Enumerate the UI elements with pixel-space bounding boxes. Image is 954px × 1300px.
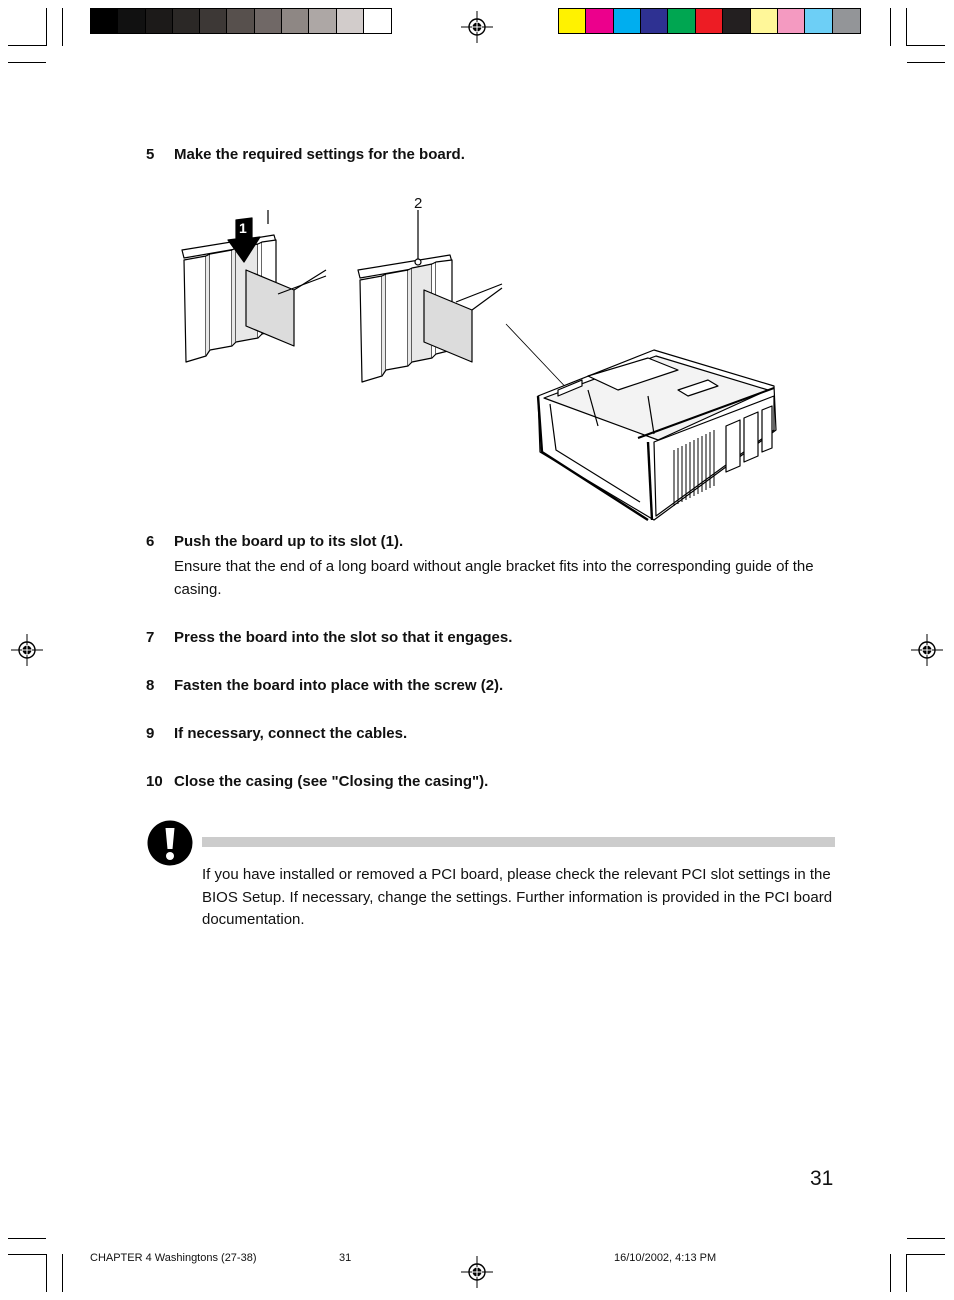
color-swatch-1 <box>559 9 586 33</box>
gray-swatch-10 <box>337 9 364 33</box>
gray-swatch-6 <box>227 9 254 33</box>
color-swatch-2 <box>586 9 613 33</box>
step-text: Fasten the board into place with the screw (2). <box>174 677 504 694</box>
gray-swatch-4 <box>173 9 200 33</box>
callout-2-label: 2 <box>414 195 423 212</box>
color-swatch-3 <box>614 9 641 33</box>
step-text: Close the casing (see "Closing the casing"). <box>174 773 489 790</box>
gray-swatch-11 <box>364 9 391 33</box>
color-swatch-7 <box>723 9 750 33</box>
step-number: 5 <box>146 146 155 163</box>
footer-timestamp: 16/10/2002, 4:13 PM <box>614 1252 717 1264</box>
exclamation-icon <box>147 820 193 866</box>
registration-mark-top-icon <box>461 11 493 43</box>
footer-chapter: CHAPTER 4 Washingtons (27-38) <box>90 1252 257 1264</box>
step-text: Make the required settings for the board. <box>174 146 465 163</box>
color-swatch-5 <box>668 9 695 33</box>
registration-mark-right-icon <box>911 634 943 666</box>
step-number: 7 <box>146 629 155 646</box>
step-6-detail: Ensure that the end of a long board without angle bracket fits into the corresponding guide of the casing. <box>174 558 814 598</box>
board-installation-illustration <box>178 190 788 526</box>
callout-1-label: 1 <box>239 220 247 236</box>
page-number: 31 <box>810 1167 834 1190</box>
step-number: 9 <box>146 725 155 742</box>
note-header-bar <box>202 837 835 847</box>
gray-swatch-3 <box>146 9 173 33</box>
color-swatch-4 <box>641 9 668 33</box>
step-number: 10 <box>146 773 163 790</box>
step-number: 6 <box>146 533 155 550</box>
color-swatch-8 <box>751 9 778 33</box>
step-text: If necessary, connect the cables. <box>174 725 408 742</box>
registration-mark-left-icon <box>11 634 43 666</box>
color-swatch-11 <box>833 9 860 33</box>
gray-swatch-1 <box>91 9 118 33</box>
note-text: If you have installed or removed a PCI board, please check the relevant PCI slot settings in the BIOS Setup. If necessary, change the settings. Further information is provided in the PCI board documentation. <box>202 866 833 928</box>
gray-swatch-2 <box>118 9 145 33</box>
gray-swatch-9 <box>309 9 336 33</box>
gray-swatch-5 <box>200 9 227 33</box>
color-swatch-6 <box>696 9 723 33</box>
gray-swatch-8 <box>282 9 309 33</box>
color-swatch-10 <box>805 9 832 33</box>
step-number: 8 <box>146 677 155 694</box>
step-text: Press the board into the slot so that it engages. <box>174 629 513 646</box>
step-text: Push the board up to its slot (1). <box>174 533 404 550</box>
color-swatch-9 <box>778 9 805 33</box>
footer-page: 31 <box>339 1252 352 1264</box>
grayscale-calibration-bar <box>90 8 392 34</box>
color-calibration-bar <box>558 8 861 34</box>
registration-mark-bottom-icon <box>461 1256 493 1288</box>
gray-swatch-7 <box>255 9 282 33</box>
